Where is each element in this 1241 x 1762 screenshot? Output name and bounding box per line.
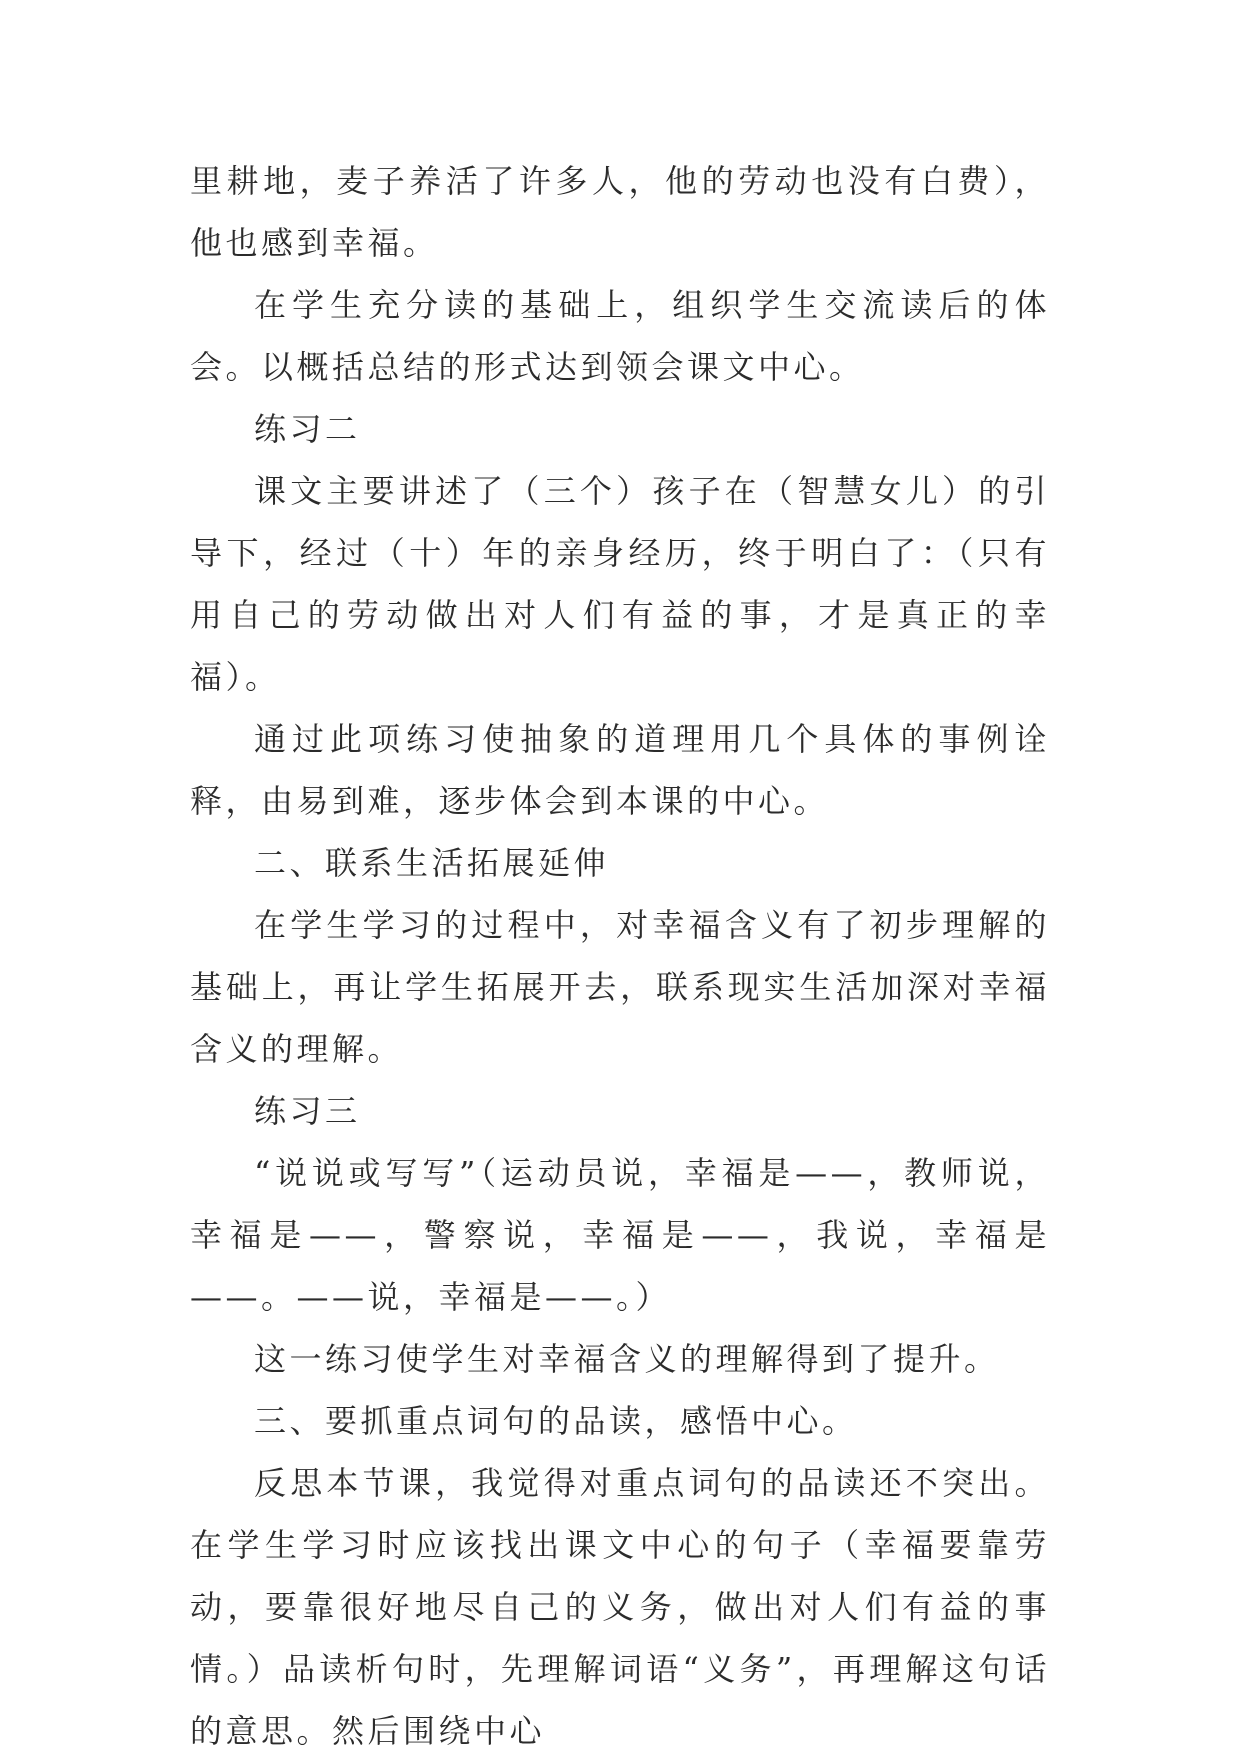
paragraph-exercise-three: “说说或写写”（运动员说，幸福是——，教师说，幸福是——，警察说，幸福是——，我说，幸福是——。——说，幸福是——。） xyxy=(190,1154,1050,1316)
paragraph-exercise-two: 课文主要讲述了（三个）孩子在（智慧女儿）的引导下，经过（十）年的亲身经历，终于明白了：（只有用自己的劳动做出对人们有益的事，才是真正的幸福）。 xyxy=(190,472,1050,696)
heading-section-two: 二、联系生活拓展延伸 xyxy=(254,844,610,882)
paragraph-continued: 里耕地，麦子养活了许多人，他的劳动也没有白费），他也感到幸福。 xyxy=(190,162,1050,262)
heading-section-three: 三、要抓重点词句的品读，感悟中心。 xyxy=(254,1402,858,1440)
heading-exercise-two: 练习二 xyxy=(254,410,361,448)
paragraph-section-two: 在学生学习的过程中，对幸福含义有了初步理解的基础上，再让学生拓展开去，联系现实生活加深对幸福含义的理解。 xyxy=(190,906,1050,1068)
paragraph-exercise-two-note: 通过此项练习使抽象的道理用几个具体的事例诠释，由易到难，逐步体会到本课的中心。 xyxy=(190,720,1050,820)
paragraph-reading-discussion: 在学生充分读的基础上，组织学生交流读后的体会。以概括总结的形式达到领会课文中心。 xyxy=(190,286,1050,386)
paragraph-exercise-three-note: 这一练习使学生对幸福含义的理解得到了提升。 xyxy=(254,1340,1000,1378)
heading-exercise-three: 练习三 xyxy=(254,1092,361,1130)
document-page xyxy=(190,150,1050,1762)
paragraph-reflection: 反思本节课，我觉得对重点词句的品读还不突出。在学生学习时应该找出课文中心的句子（幸福要靠劳动，要靠很好地尽自己的义务，做出对人们有益的事情。）品读析句时，先理解词语“义务”，再理解这句话的意思。然后围绕中心 xyxy=(190,1464,1050,1750)
